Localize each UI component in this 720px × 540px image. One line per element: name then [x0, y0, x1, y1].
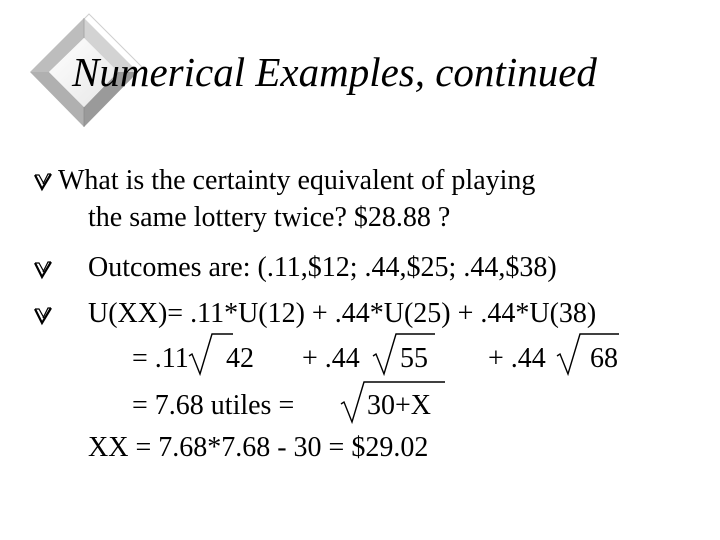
- bullet-text-continuation: the same lottery twice? $28.88 ?: [88, 202, 451, 233]
- final-result: XX = 7.68*7.68 - 30 = $29.02: [88, 432, 429, 463]
- radicand: 30+X: [367, 390, 432, 421]
- checkmark-v-bullet-icon: [32, 258, 54, 280]
- radicand: 55: [400, 343, 428, 374]
- checkmark-v-bullet-icon: [32, 170, 54, 192]
- bullet-text: U(XX)= .11*U(12) + .44*U(25) + .44*U(38): [88, 298, 597, 329]
- slide-title: Numerical Examples, continued: [72, 49, 597, 95]
- expansion-prefix: = .11: [132, 343, 189, 374]
- bullet-text: Outcomes are: (.11,$12; .44,$25; .44,$38): [88, 252, 557, 283]
- result-prefix: = 7.68 utiles =: [132, 390, 295, 421]
- expansion-operator: + .44: [302, 343, 360, 374]
- expansion-operator: + .44: [488, 343, 546, 374]
- radicand: 42: [226, 343, 254, 374]
- radicand: 68: [590, 343, 618, 374]
- bullet-text: What is the certainty equivalent of playing: [58, 165, 536, 196]
- checkmark-v-bullet-icon: [32, 304, 54, 326]
